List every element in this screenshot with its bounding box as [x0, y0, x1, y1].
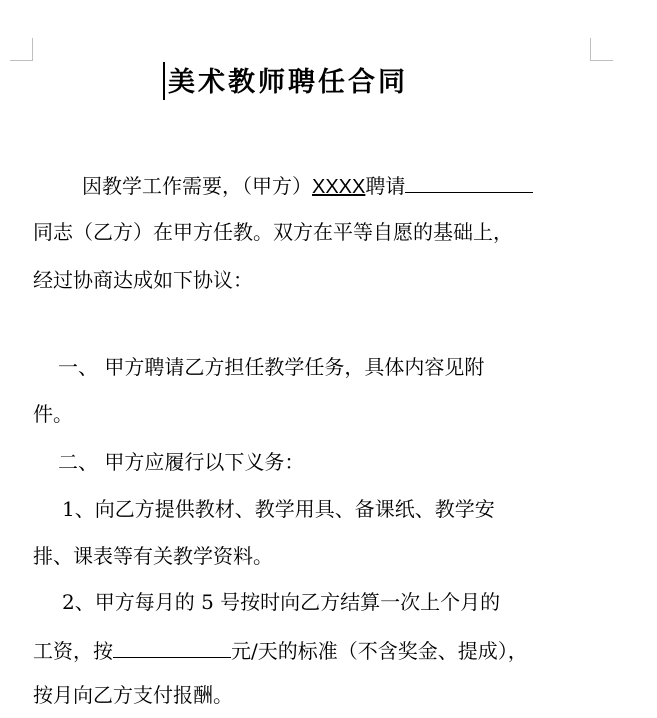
clause-2-item-1-line-1[interactable]: 1、向乙方提供教材、教学用具、备课纸、教学安 — [62, 497, 495, 521]
daily-wage-blank[interactable] — [113, 637, 231, 658]
clause-2-item-2-line-1[interactable]: 2、甲方每月的 5 号按时向乙方结算一次上个月的 — [62, 590, 501, 614]
teacher-name-blank[interactable] — [405, 172, 533, 193]
intro-line-1-suffix: 聘请 — [365, 174, 406, 198]
clause-2-heading[interactable]: 二、 甲方应履行以下义务： — [58, 450, 305, 474]
party-a-name: XXXX — [312, 176, 366, 198]
clause-1-line-1[interactable]: 一、 甲方聘请乙方担任教学任务，具体内容见附 — [58, 355, 485, 379]
wage-prefix: 工资，按 — [33, 639, 113, 663]
intro-line-1[interactable] — [82, 172, 533, 199]
intro-line-3[interactable]: 经过协商达成如下协议： — [33, 268, 253, 292]
text-cursor — [163, 62, 165, 100]
clause-1-line-2[interactable]: 件。 — [33, 402, 73, 426]
clause-2-item-2-line-2[interactable] — [33, 637, 528, 663]
wage-suffix: 元/天的标准（不含奖金、提成）， — [231, 639, 528, 663]
clause-2-item-1-line-2[interactable]: 排、课表等有关教学资料。 — [33, 544, 273, 568]
intro-line-1-prefix: 因教学工作需要，（甲方） — [82, 174, 312, 198]
document-title[interactable]: 美术教师聘任合同 — [168, 67, 408, 98]
clause-2-item-2-line-3[interactable]: 按月向乙方支付报酬。 — [33, 683, 233, 707]
crop-mark-top-left — [10, 38, 33, 61]
crop-mark-top-right — [590, 38, 613, 61]
intro-line-2[interactable]: 同志（乙方）在甲方任教。双方在平等自愿的基础上， — [33, 220, 513, 244]
